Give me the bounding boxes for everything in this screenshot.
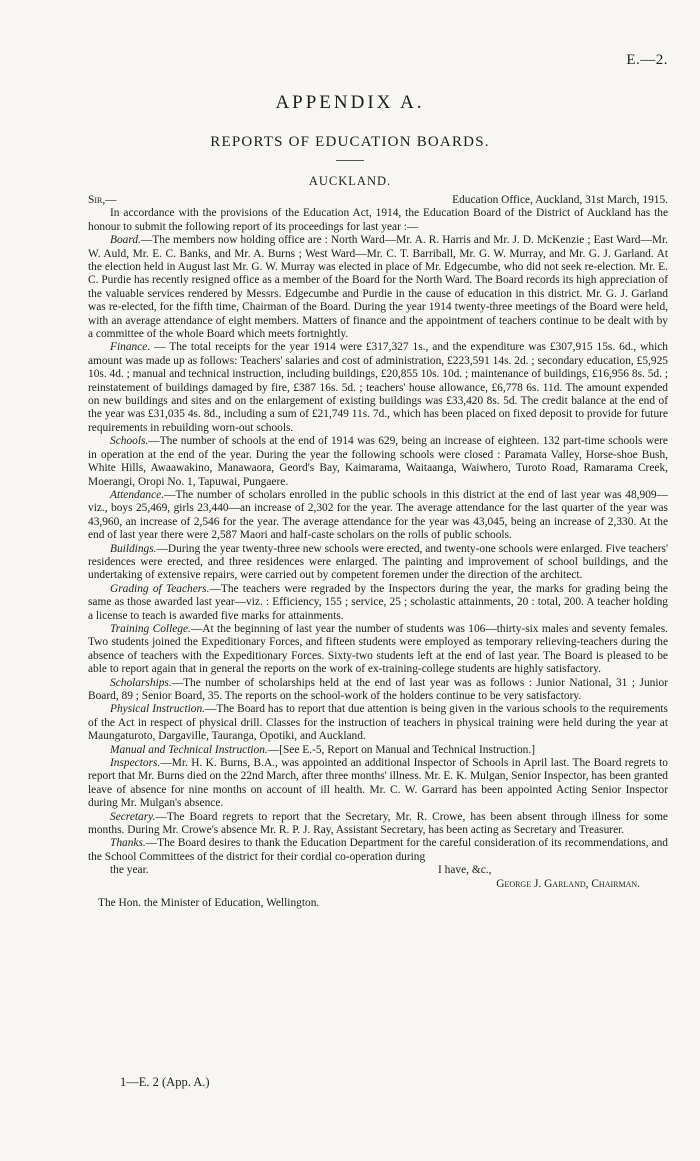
report-paragraph [88, 744, 668, 757]
salutation-row [88, 194, 668, 207]
paragraph-text: —[See E.-5, Report on Manual and Technical Instruction.] [267, 743, 536, 756]
signature: George J. Garland, Chairman. [496, 877, 640, 890]
paragraph-heading: Board. [110, 234, 141, 247]
report-paragraph [88, 703, 668, 743]
report-paragraph [88, 234, 668, 341]
paragraph-heading: Inspectors. [110, 757, 161, 770]
report-paragraph [88, 435, 668, 489]
office-date: Education Office, Auckland, 31st March, 1915. [452, 194, 668, 206]
paragraph-heading: Secretary. [110, 810, 156, 823]
report-paragraph [88, 341, 668, 435]
minister-address: The Hon. the Minister of Education, Wellington. [98, 897, 320, 910]
paragraph-text: —The Board has to report that due attention is being given in the various schools to the requirements of the Act in respect of physical drill. Classes for the instruction of teachers in physical training were held during the year at Maungaturoto, Dargaville, Tauranga, Opotiki, and Auckland. [88, 703, 668, 743]
closing-phrase: I have, &c., [438, 864, 492, 877]
paragraph-text: —The number of scholars enrolled in the public schools in this district at the end of last year was 48,909—viz., boys 25,469, girls 23,440—an increase of 2,302 for the year. The average attendance for the last quarter of the year was 43,960, an increase of 2,546 for the year. The average attendance for the year was 43,045, being an increase of 2,330. At the end of last year there were 2,587 Maori and half-caste scholars on the rolls of public schools. [88, 488, 668, 542]
paragraph-heading: Manual and Technical Instruction. [110, 743, 268, 756]
paragraph-heading: Attendance. [110, 488, 165, 501]
report-paragraph [88, 837, 668, 864]
paragraph-text: —The members now holding office are : North Ward—Mr. A. R. Harris and Mr. J. D. McKenzie ; East Ward—Mr. W. Auld, Mr. E. C. Banks, and Mr. A. Burns ; West Ward—Mr. C. T. Barriball, Mr. G. W. Murray, and Mr. G. J. Garland. At the election held in August last Mr. G. W. Murray was elected in place of Mr. Edgecumbe, who did not seek re-election. Mr. E. C. Purdie has recently resigned office as a member of the Board for the North Ward. The Board records its high appreciation of the valuable services rendered by Messrs. Edgecumbe and Purdie in the cause of education in this district. Mr. G. J. Garland was re-elected, for the fifth time, Chairman of the Board. During the year 1914 twenty-three meetings of the Board were held, with an average attendance of eight members. Matters of finance and the appointment of teachers continue to be dealt with by a committee of the whole Board which meets fortnightly. [88, 234, 668, 341]
paragraph-text: —The teachers were regraded by the Inspectors during the year, the marks for grading being the same as those awarded last year—viz. : Efficiency, 155 ; service, 25 ; scholastic attainments, 20 : total, 200. A teacher holding a license to teach is awarded five marks for attainments. [88, 582, 668, 622]
page-reference: E.—2. [626, 52, 668, 68]
paragraph-text: —At the beginning of last year the number of students was 106—thirty-six males and seventy females. Two students joined the Expeditionary Forces, and fifteen students were employed as temporary relieving-teachers during the absence of teachers with the Expeditionary Forces. Sixty-two students left at the end of last year. The Board is pleased to be able to report again that in general the reports on the work of ex-training-college students are highly satisfactory. [88, 622, 668, 676]
paragraph-heading: Training College. [110, 622, 191, 635]
paragraph-text: —The number of scholarships held at the end of last year was as follows : Junior National, 31 ; Junior Board, 89 ; Senior Board, 35. The reports on the school-work of the holders continue to be very satisfactory. [88, 676, 668, 703]
report-paragraph [88, 489, 668, 543]
report-paragraph [88, 583, 668, 623]
paragraph-text: —Mr. H. K. Burns, B.A., was appointed an additional Inspector of Schools in April last. The Board regrets to report that Mr. Burns died on the 22nd March, after three months' illness. Mr. E. K. Mulgan, Senior Inspector, has been granted leave of absence for nine months on account of ill health. Mr. C. W. Garrard has been appointed Acting Senior Inspector during Mr. Mulgan's absence. [88, 757, 668, 810]
paragraph-heading: Schools. [110, 435, 149, 448]
paragraph-heading: Scholarships. [110, 676, 172, 689]
paragraph-text: —The number of schools at the end of 1914 was 629, being an increase of eighteen. 132 part-time schools were in operation at the end of the year. During the year the following schools were closed : Paramata Valley, Horse-shoe Bush, White Hills, Awaawakino, Manawaora, Geord's Bay, Kaimarama, Waitaanga, Waiwhero, Turoto Road, Ramarama Creek, Moerangi, Oropi No. 1, Tapuwai, Pungaere. [88, 435, 668, 488]
paragraph-heading: Grading of Teachers. [110, 582, 210, 595]
report-paragraph [88, 207, 668, 234]
closing-text: the year. [110, 864, 149, 877]
report-paragraph [88, 811, 668, 838]
closing-row [88, 864, 668, 877]
paragraph-text: —During the year twenty-three new schools were erected, and twenty-one schools were enlarged. Five teachers' residences were erected, and three residences were enlarged. The painting and improvement of school buildings, and the undertaking of extensive repairs, were carried out by competent foremen under the direction of the architect. [88, 542, 668, 582]
reports-title: REPORTS OF EDUCATION BOARDS. [210, 134, 490, 150]
paragraph-text: —The Board desires to thank the Education Department for the careful consideration of its recommendations, and the School Committees of the district for their cordial co-operation during [88, 837, 668, 863]
paragraph-heading: Physical Instruction. [110, 703, 206, 716]
report-paragraph [88, 543, 668, 583]
title-divider [336, 160, 364, 161]
salutation: Sir,— [88, 194, 117, 206]
paragraph-text: In accordance with the provisions of the Education Act, 1914, the Education Board of the District of Auckland has the honour to submit the following report of its proceedings for last year :— [88, 207, 668, 233]
report-body [88, 194, 668, 911]
report-paragraph [88, 623, 668, 677]
paragraph-heading: Finance. [110, 341, 151, 354]
district-heading: AUCKLAND. [308, 174, 392, 188]
paragraph-heading: Thanks. [110, 837, 146, 850]
paragraph-text: — The total receipts for the year 1914 were £317,327 1s., and the expenditure was £307,915 15s. 6d., which amount was made up as follows: Teachers' salaries and cost of administration, £223,591 14s. 2d. ; secondary education, £5,925 10s. 4d. ; manual and technical instruction, including buildings, £20,855 10s. 10d. ; maintenance of buildings, £16,956 8s. 5d. ; reinstatement of buildings damaged by fire, £387 16s. 5d. ; teachers' house allowance, £6,778 6s. 11d. The amount expended on new buildings and sites and on the enlargement of existing buildings was £33,420 8s. 5d. The credit balance at the end of the year was £31,035 4s. 8d., including a sum of £21,749 11s. 7d., which has been placed on fixed deposit to provide for future requirements in rebuilding worn-out schools. [88, 341, 668, 434]
footer-signature-mark: 1—E. 2 (App. A.) [120, 1075, 210, 1089]
paragraph-text: —The Board regrets to report that the Secretary, Mr. R. Crowe, has been absent through illness for some months. During Mr. Crowe's absence Mr. R. P. J. Ray, Assistant Secretary, has been acting as Secretary and Treasurer. [88, 810, 668, 837]
report-paragraph [88, 677, 668, 704]
paragraph-list [88, 207, 668, 864]
appendix-title: APPENDIX A. [275, 92, 425, 113]
report-paragraph [88, 757, 668, 811]
paragraph-heading: Buildings. [110, 542, 157, 555]
